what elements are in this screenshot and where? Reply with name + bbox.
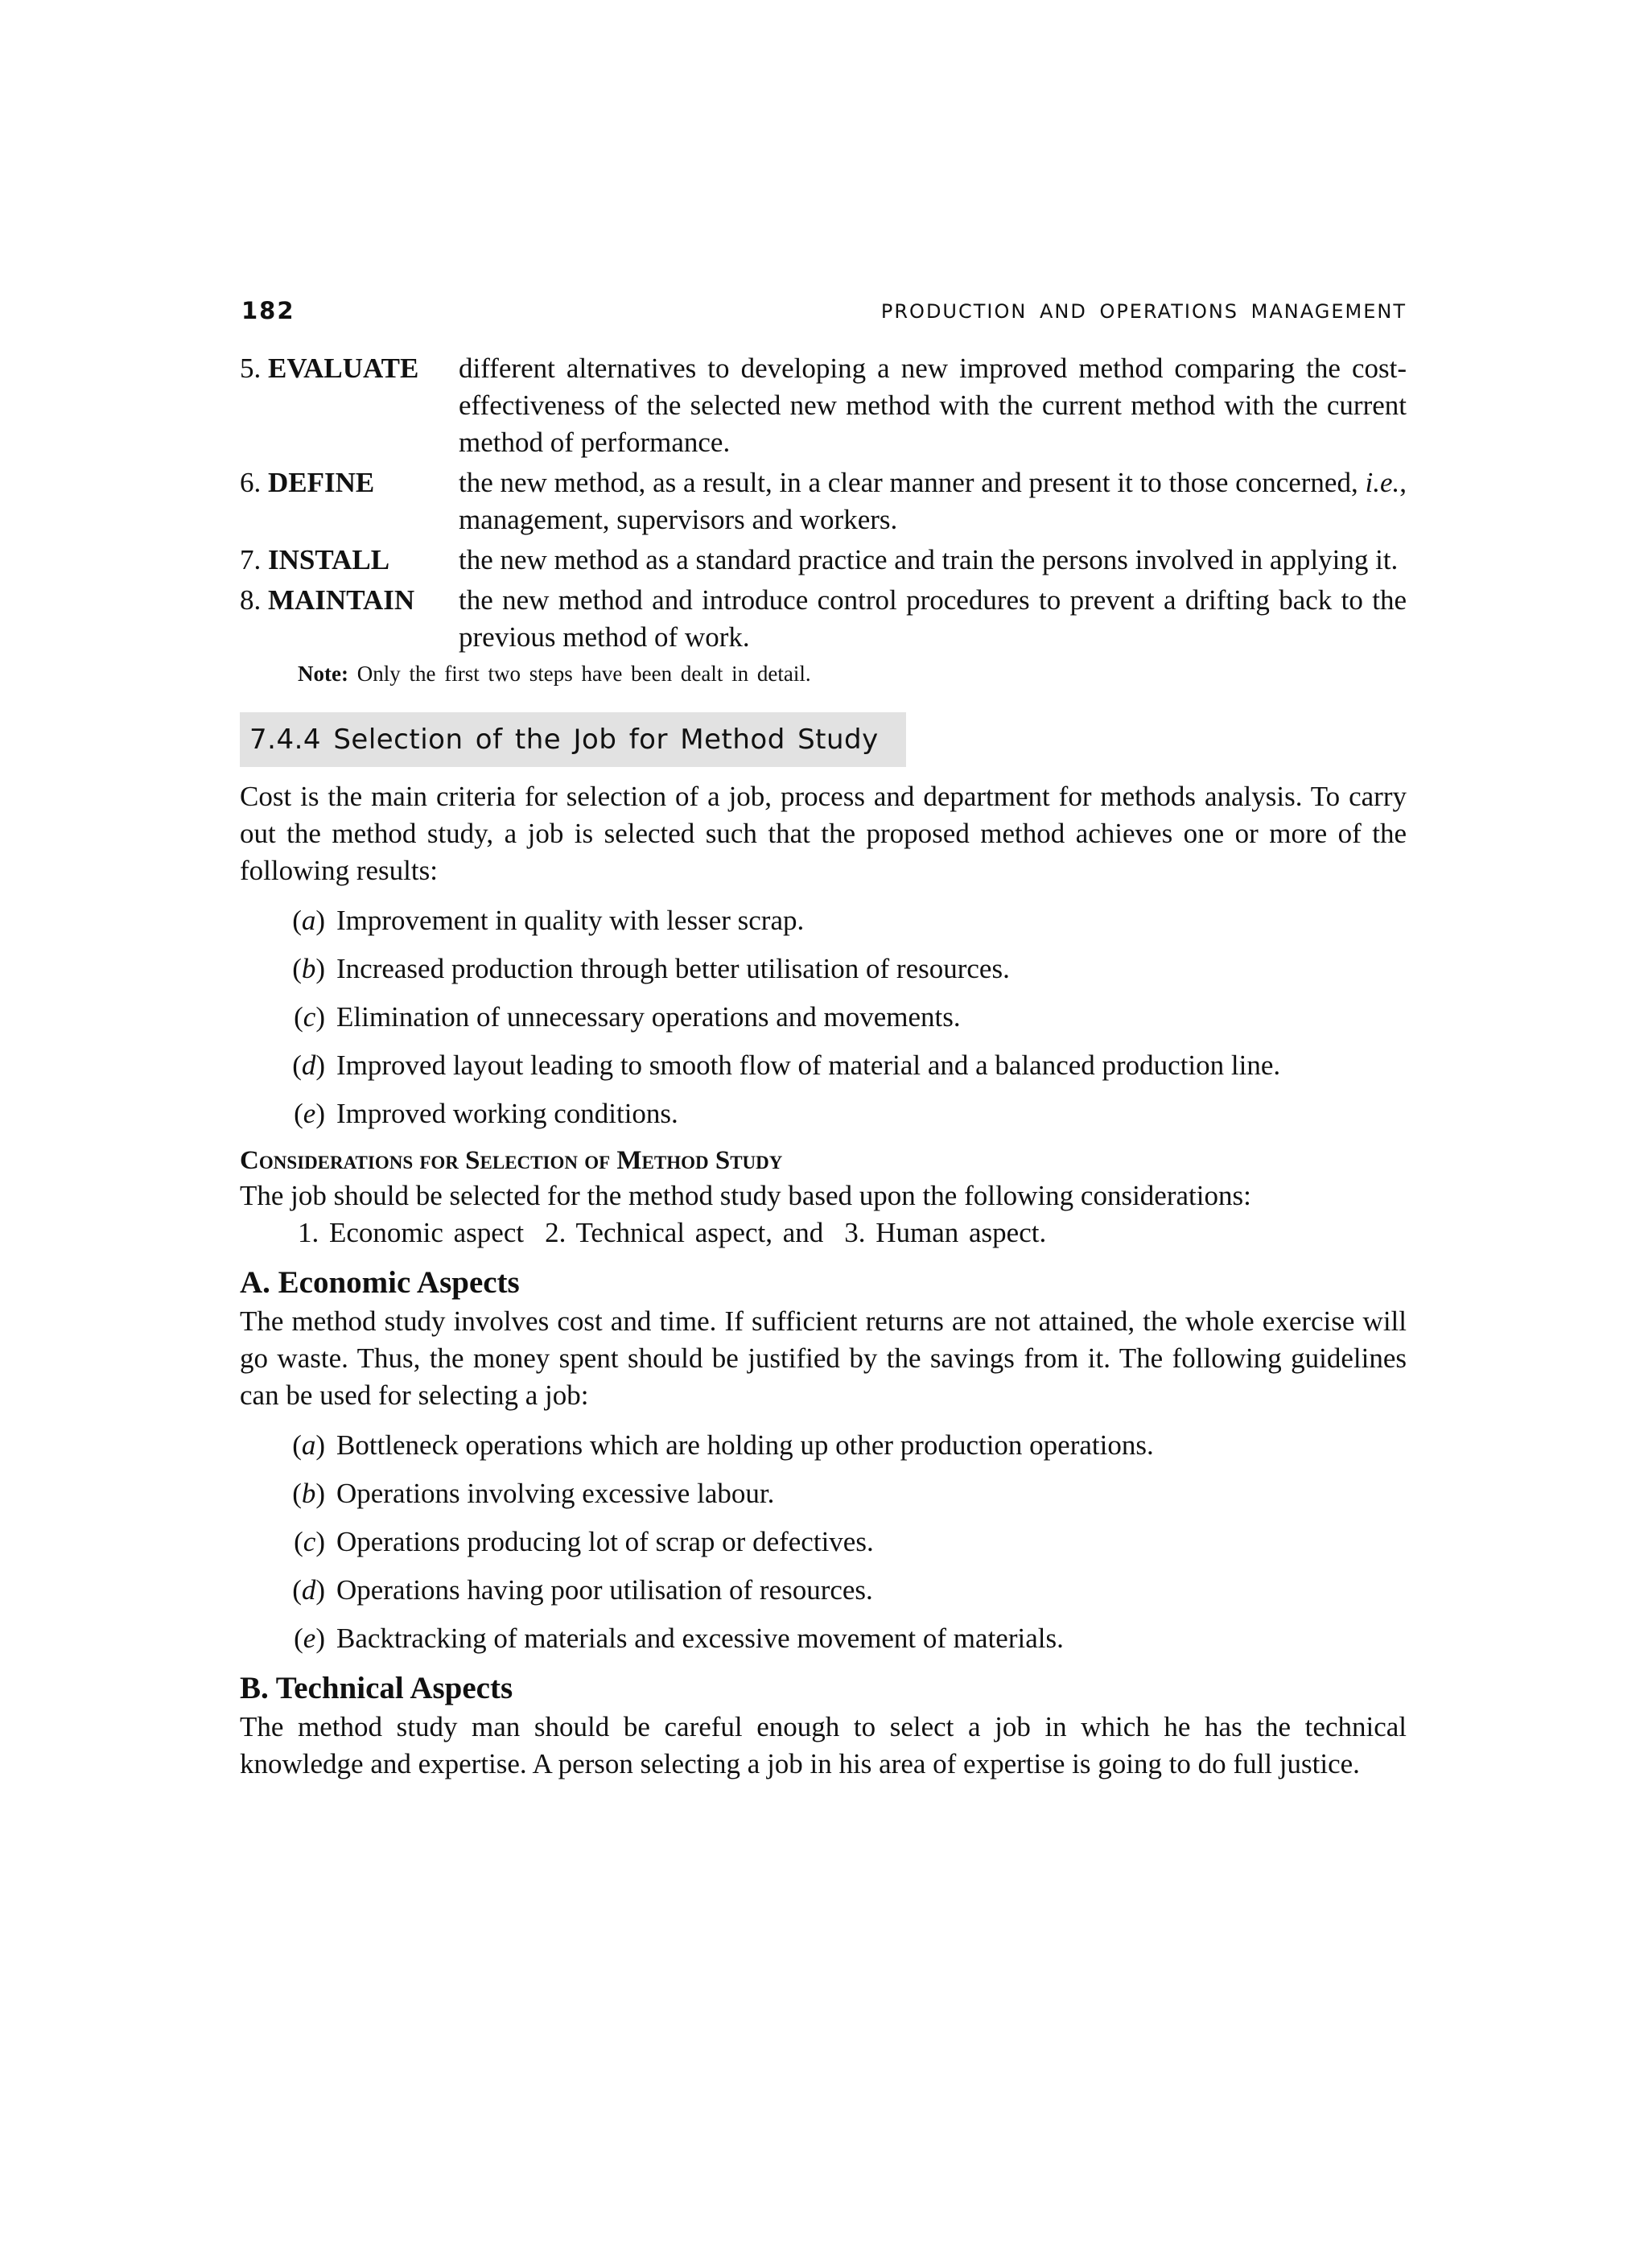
list-item [240, 1095, 1407, 1132]
section-heading: 7.4.4 Selection of the Job for Method Study [240, 712, 906, 767]
step-evaluate [240, 350, 1407, 461]
list-item-text: Operations having poor utilisation of resources. [336, 1574, 873, 1606]
section-intro: Cost is the main criteria for selection of a job, process and department for methods analysis. To carry out the method study, a job is selected such that the proposed method achieves one or more of the following results: [240, 781, 1407, 886]
step-keyword: DEFINE [268, 467, 375, 498]
technical-heading: B. Technical Aspects [240, 1671, 513, 1705]
book-page [240, 294, 1407, 1783]
step-keyword: EVALUATE [268, 353, 419, 384]
list-marker: (b) [292, 953, 325, 984]
list-item [240, 1475, 1407, 1512]
list-item-text: Improved layout leading to smooth flow of material and a balanced production line. [336, 1049, 1281, 1081]
list-item [240, 999, 1407, 1036]
step-keyword: MAINTAIN [268, 584, 415, 616]
considerations-heading: Considerations for Selection of Method Study [240, 1146, 783, 1175]
list-marker: (e) [294, 1098, 325, 1129]
list-item-text: Elimination of unnecessary operations and movements. [336, 1001, 961, 1033]
step-text-part: the new method, as a result, in a clear manner and present it to those concerned, [459, 467, 1358, 498]
list-item [240, 1047, 1407, 1084]
list-item-text: Operations producing lot of scrap or defectives. [336, 1526, 874, 1557]
page-number: 182 [241, 297, 295, 324]
list-marker: (e) [294, 1623, 325, 1654]
list-marker: (c) [294, 1001, 325, 1033]
list-item-text: Increased production through better utilisation of resources. [336, 953, 1010, 984]
list-item [240, 950, 1407, 988]
considerations-text: The job should be selected for the method study based upon the following considerations: [240, 1180, 1251, 1211]
step-number: 5. [240, 353, 262, 384]
list-marker: (d) [292, 1574, 325, 1606]
list-item [240, 1427, 1407, 1464]
step-label [240, 464, 459, 538]
running-head [240, 294, 1407, 332]
step-keyword: INSTALL [268, 544, 390, 575]
step-label [240, 582, 459, 656]
note-text: Only the first two steps have been dealt in detail. [356, 662, 811, 686]
list-item-text: Bottleneck operations which are holding up other production operations. [336, 1429, 1154, 1461]
step-maintain [240, 582, 1407, 656]
list-item-text: Operations involving excessive labour. [336, 1478, 775, 1509]
list-item [240, 1620, 1407, 1657]
step-label [240, 350, 459, 461]
technical-text: The method study man should be careful enough to select a job in which he has the technical knowledge and expertise. A person selecting a job in his area of expertise is going to do full justice. [240, 1711, 1407, 1779]
list-item-text: Improved working conditions. [336, 1098, 678, 1129]
step-text: the new method and introduce control procedures to prevent a drifting back to the previous method of work. [459, 584, 1407, 653]
list-marker: (d) [292, 1049, 325, 1081]
step-text: the new method as a standard practice and train the persons involved in applying it. [459, 544, 1399, 575]
economic-heading: A. Economic Aspects [240, 1265, 520, 1300]
list-item-text: Backtracking of materials and excessive movement of materials. [336, 1623, 1064, 1654]
aspect-item: 2. Technical aspect, and [545, 1217, 824, 1248]
step-number: 8. [240, 584, 262, 616]
list-marker: (b) [292, 1478, 325, 1509]
list-item [240, 902, 1407, 939]
step-text [459, 464, 1407, 538]
note [298, 659, 1407, 688]
step-number: 6. [240, 467, 262, 498]
economic-text: The method study involves cost and time. If sufficient returns are not attained, the whole exercise will go waste. Thus, the money spent should be justified by the savings from it. The following guidelines can be used for selecting a job: [240, 1305, 1407, 1411]
results-list [240, 902, 1407, 1132]
step-text: different alternatives to developing a new improved method comparing the cost-effectiveness of the selected new method with the current method with the current method of performance. [459, 353, 1407, 458]
step-text-part: , management, supervisors and workers. [459, 467, 1407, 535]
list-item [240, 1572, 1407, 1609]
step-label [240, 542, 459, 579]
method-study-steps [240, 350, 1407, 656]
list-marker: (a) [292, 1429, 325, 1461]
step-text-italic: i.e. [1365, 467, 1400, 498]
step-number: 7. [240, 544, 262, 575]
running-title: PRODUCTION AND OPERATIONS MANAGEMENT [880, 300, 1407, 323]
aspect-item: 1. Economic aspect [298, 1217, 525, 1248]
list-marker: (c) [294, 1526, 325, 1557]
list-marker: (a) [292, 905, 325, 936]
note-label: Note: [298, 662, 348, 686]
step-install [240, 542, 1407, 579]
aspects-line [298, 1214, 1407, 1252]
list-item-text: Improvement in quality with lesser scrap. [336, 905, 805, 936]
step-define [240, 464, 1407, 538]
aspect-item: 3. Human aspect. [844, 1217, 1047, 1248]
list-item [240, 1524, 1407, 1561]
economic-list [240, 1427, 1407, 1657]
